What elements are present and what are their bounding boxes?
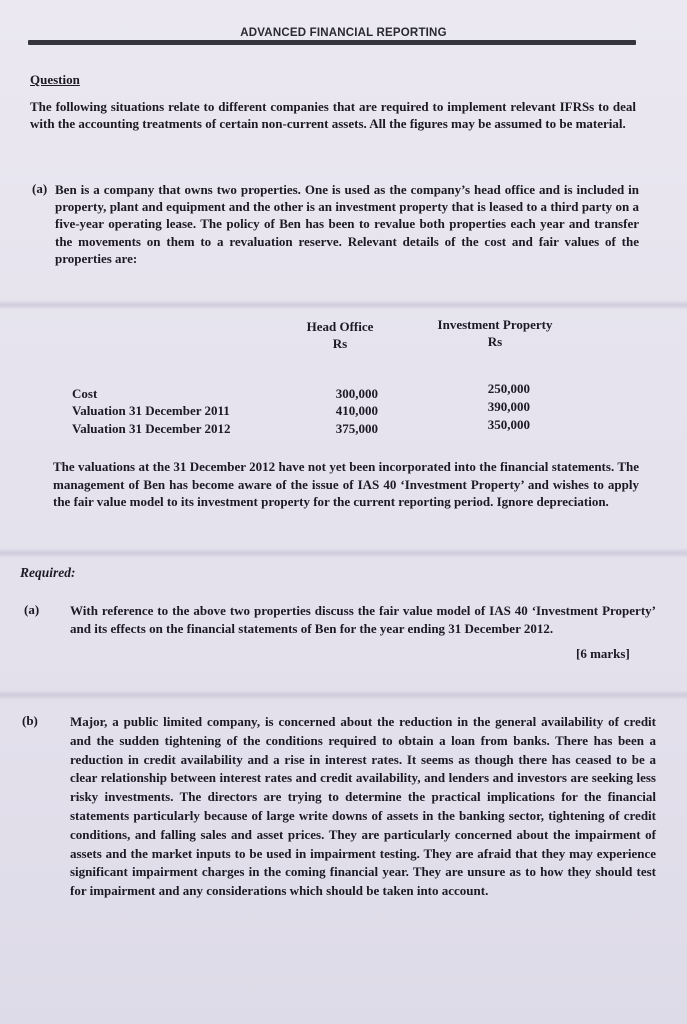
table-cell: 350,000: [487, 417, 530, 432]
page-header: ADVANCED FINANCIAL REPORTING: [240, 27, 447, 39]
part-a-followup-paragraph: The valuations at the 31 December 2012 have not yet been incorporated into the financial statements. The management of Ben has become aware of the issue of IAS 40 ‘Investment Property’ and wishes to apply the fair value model to its investment property for the current reporting period. Ignore depreciation.: [53, 459, 639, 509]
column-name: Investment Property: [437, 317, 553, 332]
table-row-label: Valuation 31 December 2012: [72, 421, 231, 436]
required-item-text: [70, 602, 656, 637]
table-row-label: Cost: [72, 386, 98, 401]
table-cell: 300,000: [335, 386, 378, 401]
table-column-investment-property: [415, 316, 575, 350]
table-column-head-office: [285, 318, 395, 352]
column-unit: Rs: [332, 336, 348, 351]
table-row-label: Valuation 31 December 2011: [72, 403, 230, 418]
column-name: Head Office: [306, 319, 374, 334]
required-item-a-text: With reference to the above two properties discuss the fair value model of IAS 40 ‘Investment Property’ and its effects on the financial statements of Ben for the year ending 31 December 2012.: [70, 603, 656, 636]
table-cell: 375,000: [335, 421, 378, 436]
table-cell: 250,000: [487, 381, 530, 396]
column-unit: Rs: [487, 334, 503, 349]
required-item-label: (a): [24, 602, 40, 617]
part-a-paragraph: Ben is a company that owns two properties. One is used as the company’s head office and is included in property, plant and equipment and the other is an investment property that is leased to a third party on a five-year operating lease. The policy of Ben has been to revalue both properties each year and transfer the movements on them to a revaluation reserve. Relevant details of the cost and fair values of the properties are:: [55, 182, 639, 266]
question-heading: Question: [30, 72, 80, 87]
table-cell: 390,000: [487, 399, 530, 414]
required-heading: Required:: [20, 565, 76, 580]
required-item-b-text: Major, a public limited company, is concerned about the reduction in the general availability of credit and the sudden tightening of the conditions required to obtain a loan from banks. There has been a reduction in credit availability and a rise in interest rates. It seems as though there has ceased to be a clear relationship between interest rates and credit availability, and lenders and investors are seeking less risky investments. The directors are trying to determine the practical implications for the financial statements particularly because of large write downs of assets in the banking sector, tightening of credit conditions, and falling sales and asset prices. They are particularly concerned about the impairment of assets and the market inputs to be used in impairment testing. They are afraid that they may experience significant impairment charges in the coming financial year. They are unsure as to how they should test for impairment and any considerations which should be taken into account.: [70, 714, 656, 899]
table-cell: 410,000: [335, 403, 378, 418]
part-a-label: (a): [32, 181, 48, 196]
required-item-label: (b): [22, 713, 38, 728]
intro-paragraph: The following situations relate to different companies that are required to implement relevant IFRSs to deal with the accounting treatments of certain non-current assets. All the figures may be assumed to be material.: [30, 99, 636, 131]
paper-fold: [0, 690, 687, 700]
marks-label: [6 marks]: [576, 646, 630, 661]
paper-fold: [0, 300, 687, 310]
header-rule: [28, 40, 636, 45]
paper-fold: [0, 548, 687, 558]
